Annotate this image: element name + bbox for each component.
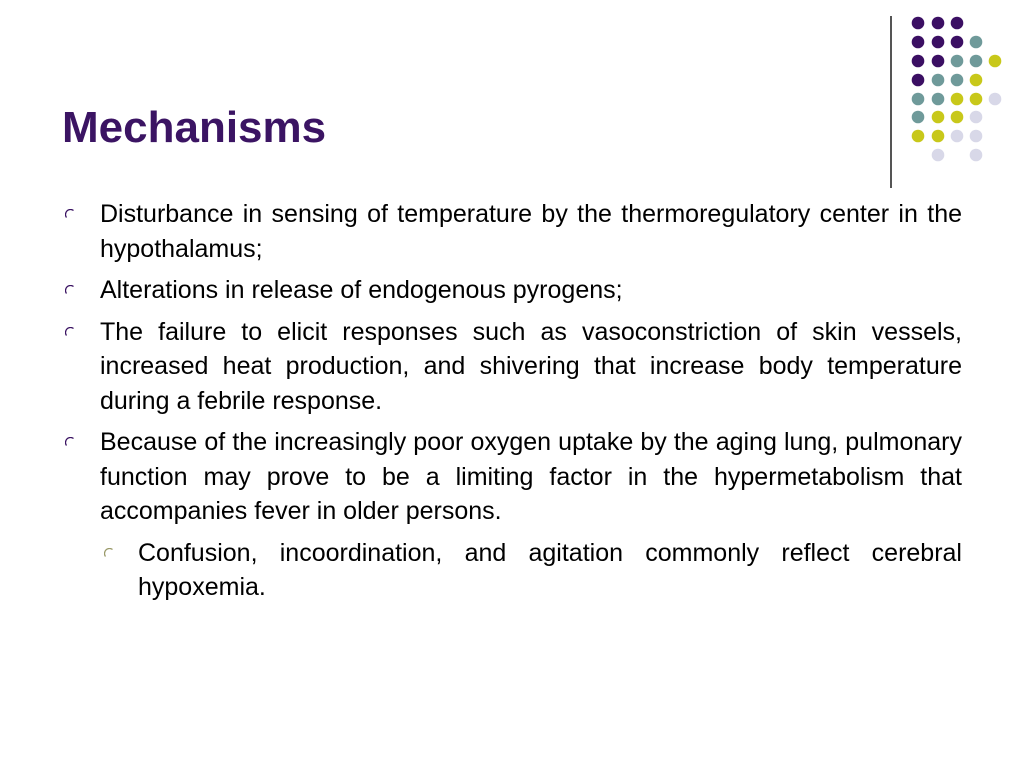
bullet-text: Because of the increasingly poor oxygen uptake by the aging lung, pulmonary function may prove to be a limiting factor in the hypermetabolism that accompanies fever in older persons.	[100, 428, 962, 525]
bullet-text: Disturbance in sensing of temperature by the thermoregulatory center in the hypothalamus;	[100, 200, 962, 263]
bullet-item	[62, 315, 962, 419]
bullet-marker-arc	[66, 210, 74, 218]
sub-bullet-text: Confusion, incoordination, and agitation commonly reflect cerebral hypoxemia.	[138, 538, 962, 601]
decorative-dot	[951, 111, 964, 124]
decorative-dot	[970, 111, 983, 124]
decorative-dot	[951, 130, 964, 143]
bullet-marker-icon	[65, 437, 76, 448]
decorative-dot	[989, 93, 1002, 106]
bullet-marker-arc	[66, 438, 74, 446]
decorative-dot	[951, 36, 964, 49]
bullet-text: Alterations in release of endogenous pyrogens;	[100, 276, 623, 304]
bullet-marker-icon	[65, 327, 76, 338]
decorative-dot	[951, 55, 964, 68]
decorative-dot	[912, 74, 925, 87]
decorative-dot	[932, 93, 945, 106]
decorative-divider-line	[890, 16, 892, 188]
decorative-dot	[970, 130, 983, 143]
decorative-dot	[912, 93, 925, 106]
slide-title: Mechanisms	[62, 103, 327, 152]
decorative-dot	[912, 55, 925, 68]
decorative-dot	[912, 36, 925, 49]
decorative-dot	[932, 36, 945, 49]
decorative-dot	[989, 55, 1002, 68]
sub-bullet-item	[62, 536, 962, 605]
bullet-marker-icon	[65, 209, 76, 220]
bullet-item	[62, 425, 962, 529]
decorative-dot	[912, 130, 925, 143]
decorative-dot	[932, 74, 945, 87]
bullet-item	[62, 197, 962, 266]
decorative-dot	[970, 93, 983, 106]
decorative-dot	[951, 74, 964, 87]
decorative-dot	[912, 111, 925, 124]
decorative-dot	[932, 17, 945, 30]
sub-bullet-marker-icon	[104, 548, 115, 559]
decorative-dot	[970, 36, 983, 49]
decorative-dot	[970, 149, 983, 162]
bullet-marker-icon	[65, 285, 76, 296]
bullet-list	[62, 197, 962, 612]
bullet-marker-arc	[66, 327, 74, 335]
decorative-dot	[932, 149, 945, 162]
bullet-item	[62, 273, 962, 308]
sub-bullet-marker-arc	[105, 548, 113, 556]
decorative-dot	[951, 17, 964, 30]
decorative-dot	[932, 55, 945, 68]
decorative-dot	[932, 111, 945, 124]
decorative-dot	[970, 55, 983, 68]
bullet-marker-arc	[66, 286, 74, 294]
bullet-text: The failure to elicit responses such as vasoconstriction of skin vessels, increased heat production, and shivering that increase body temperature during a febrile response.	[100, 317, 962, 415]
decorative-dot	[951, 93, 964, 106]
decorative-dot	[912, 17, 925, 30]
decorative-dot	[970, 74, 983, 87]
decorative-dot	[932, 130, 945, 143]
